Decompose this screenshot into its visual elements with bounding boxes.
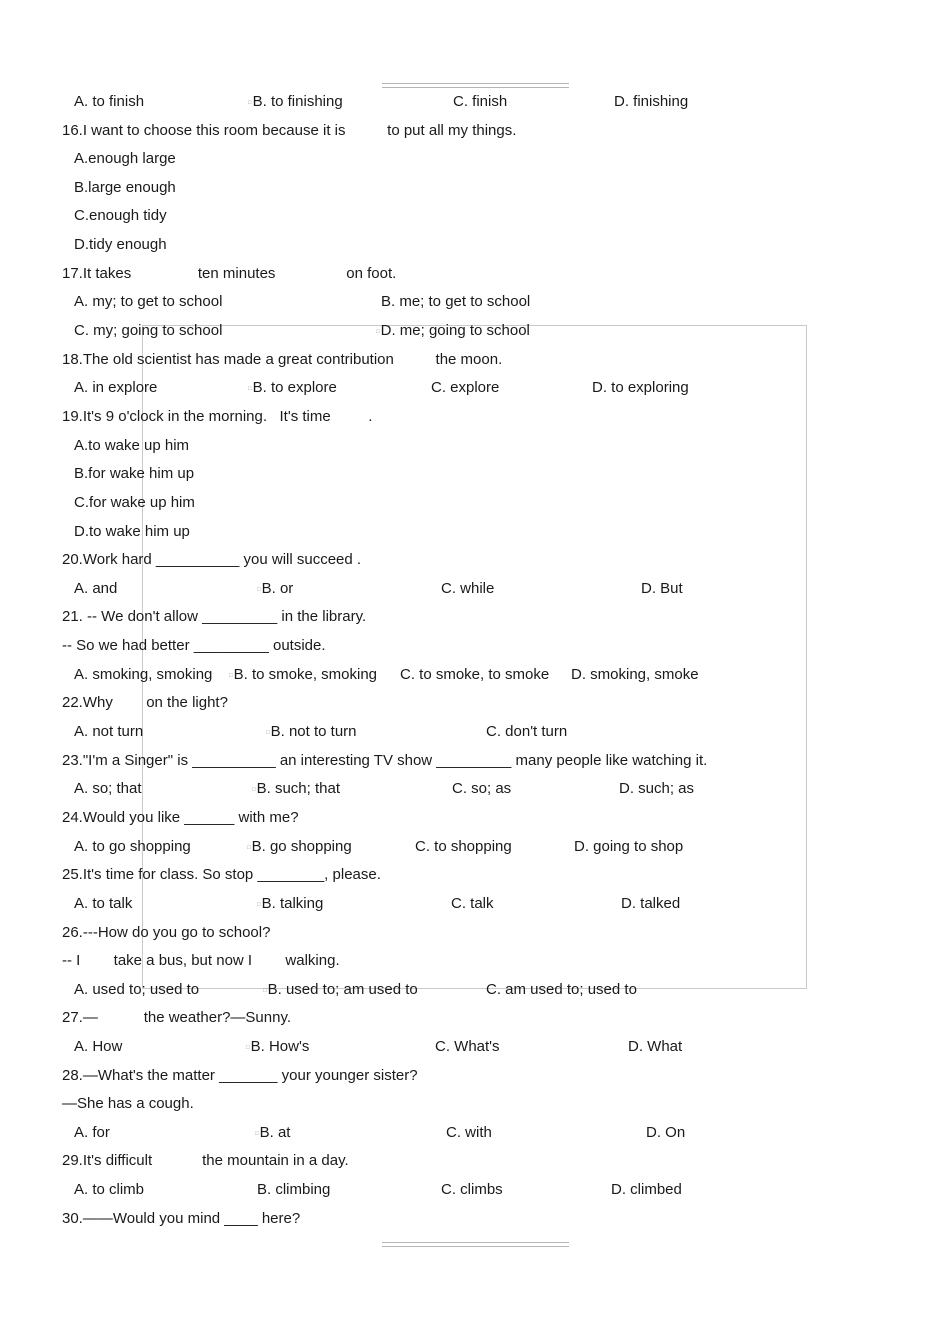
field-marker-icon: □ — [255, 1131, 259, 1137]
q17-option-b[interactable]: B. me; to get to school — [381, 293, 531, 310]
q25-option-a[interactable]: A. to talk — [74, 895, 133, 912]
q24-option-c[interactable]: C. to shopping — [415, 838, 512, 855]
field-marker-icon: □ — [263, 988, 267, 994]
header-rule — [382, 83, 569, 88]
q21-option-b[interactable]: □B. to smoke, smoking — [229, 666, 378, 683]
q15-option-a[interactable]: A. to finish — [74, 93, 145, 110]
q15-option-d[interactable]: D. finishing — [614, 93, 689, 110]
q26-stem-2: -- I take a bus, but now I walking. — [62, 952, 340, 969]
q27-option-a[interactable]: A. How — [74, 1038, 123, 1055]
field-marker-icon: □ — [247, 845, 251, 851]
q27-option-b[interactable]: □B. How's — [246, 1038, 310, 1055]
q18-stem: 18.The old scientist has made a great contribution the moon. — [62, 351, 503, 368]
q23-option-c[interactable]: C. so; as — [452, 780, 512, 797]
q15-option-b[interactable]: □B. to finishing — [248, 93, 343, 110]
field-marker-icon: □ — [246, 1045, 250, 1051]
q24-stem: 24.Would you like ______ with me? — [62, 809, 299, 826]
q21-option-d[interactable]: D. smoking, smoke — [571, 666, 699, 683]
field-marker-icon: □ — [248, 100, 252, 106]
q16-option-b[interactable]: B.large enough — [74, 179, 176, 196]
q22-option-b[interactable]: □B. not to turn — [266, 723, 357, 740]
q25-option-b[interactable]: □B. talking — [257, 895, 324, 912]
q25-stem: 25.It's time for class. So stop ________, please. — [62, 866, 381, 883]
q18-option-d[interactable]: D. to exploring — [592, 379, 689, 396]
q29-stem: 29.It's difficult the mountain in a day. — [62, 1152, 349, 1169]
q25-option-d[interactable]: D. talked — [621, 895, 681, 912]
field-marker-icon: □ — [266, 730, 270, 736]
q28-option-b[interactable]: □B. at — [255, 1124, 291, 1141]
q29-option-b[interactable]: B. climbing — [257, 1181, 331, 1198]
q16-option-c[interactable]: C.enough tidy — [74, 207, 167, 224]
field-marker-icon: □ — [257, 902, 261, 908]
q21-option-a[interactable]: A. smoking, smoking — [74, 666, 213, 683]
field-marker-icon: □ — [376, 329, 380, 335]
q19-stem: 19.It's 9 o'clock in the morning. It's time . — [62, 408, 373, 425]
q17-stem: 17.It takes ten minutes on foot. — [62, 265, 397, 282]
q22-option-a[interactable]: A. not turn — [74, 723, 144, 740]
q19-option-b[interactable]: B.for wake him up — [74, 465, 195, 482]
q18-option-a[interactable]: A. in explore — [74, 379, 158, 396]
q18-option-b[interactable]: □B. to explore — [248, 379, 337, 396]
q26-option-a[interactable]: A. used to; used to — [74, 981, 200, 998]
q28-stem-2: —She has a cough. — [62, 1095, 194, 1112]
q20-option-c[interactable]: C. while — [441, 580, 495, 597]
field-marker-icon: □ — [257, 587, 261, 593]
q25-option-c[interactable]: C. talk — [451, 895, 494, 912]
q16-option-d[interactable]: D.tidy enough — [74, 236, 167, 253]
q19-option-c[interactable]: C.for wake up him — [74, 494, 195, 511]
q18-option-c[interactable]: C. explore — [431, 379, 500, 396]
q22-stem: 22.Why on the light? — [62, 694, 228, 711]
q19-option-d[interactable]: D.to wake him up — [74, 523, 190, 540]
q22-option-c[interactable]: C. don't turn — [486, 723, 568, 740]
q24-option-d[interactable]: D. going to shop — [574, 838, 684, 855]
q28-option-d[interactable]: D. On — [646, 1124, 686, 1141]
q17-option-d[interactable]: □D. me; going to school — [376, 322, 530, 339]
q26-option-c[interactable]: C. am used to; used to — [486, 981, 637, 998]
q26-stem: 26.---How do you go to school? — [62, 924, 271, 941]
q26-option-b[interactable]: □B. used to; am used to — [263, 981, 418, 998]
q23-option-a[interactable]: A. so; that — [74, 780, 142, 797]
footer-rule — [382, 1242, 569, 1247]
q19-option-a[interactable]: A.to wake up him — [74, 437, 190, 454]
q27-stem: 27.— the weather?—Sunny. — [62, 1009, 292, 1026]
q21-stem-2: -- So we had better _________ outside. — [62, 637, 326, 654]
field-marker-icon: □ — [248, 386, 252, 392]
q28-stem: 28.—What's the matter _______ your younger sister? — [62, 1067, 418, 1084]
q17-option-a[interactable]: A. my; to get to school — [74, 293, 223, 310]
q27-option-d[interactable]: D. What — [628, 1038, 683, 1055]
q20-stem: 20.Work hard __________ you will succeed . — [62, 551, 362, 568]
q30-stem: 30.——Would you mind ____ here? — [62, 1210, 301, 1227]
q16-option-a[interactable]: A.enough large — [74, 150, 176, 167]
q16-stem: 16.I want to choose this room because it is to put all my things. — [62, 122, 517, 139]
q20-option-a[interactable]: A. and — [74, 580, 118, 597]
q20-option-b[interactable]: □B. or — [257, 580, 294, 597]
q24-option-a[interactable]: A. to go shopping — [74, 838, 191, 855]
q24-option-b[interactable]: □B. go shopping — [247, 838, 352, 855]
field-marker-icon: □ — [252, 787, 256, 793]
q20-option-d[interactable]: D. But — [641, 580, 683, 597]
q29-option-a[interactable]: A. to climb — [74, 1181, 145, 1198]
q23-option-b[interactable]: □B. such; that — [252, 780, 341, 797]
q28-option-a[interactable]: A. for — [74, 1124, 110, 1141]
field-marker-icon: □ — [229, 673, 233, 679]
q23-option-d[interactable]: D. such; as — [619, 780, 695, 797]
q21-option-c[interactable]: C. to smoke, to smoke — [400, 666, 550, 683]
q27-option-c[interactable]: C. What's — [435, 1038, 500, 1055]
q29-option-c[interactable]: C. climbs — [441, 1181, 503, 1198]
q28-option-c[interactable]: C. with — [446, 1124, 492, 1141]
q21-stem: 21. -- We don't allow _________ in the library. — [62, 608, 367, 625]
q23-stem: 23."I'm a Singer" is __________ an interesting TV show _________ many people like watching it. — [62, 752, 708, 769]
q15-option-c[interactable]: C. finish — [453, 93, 508, 110]
q29-option-d[interactable]: D. climbed — [611, 1181, 682, 1198]
q17-option-c[interactable]: C. my; going to school — [74, 322, 223, 339]
